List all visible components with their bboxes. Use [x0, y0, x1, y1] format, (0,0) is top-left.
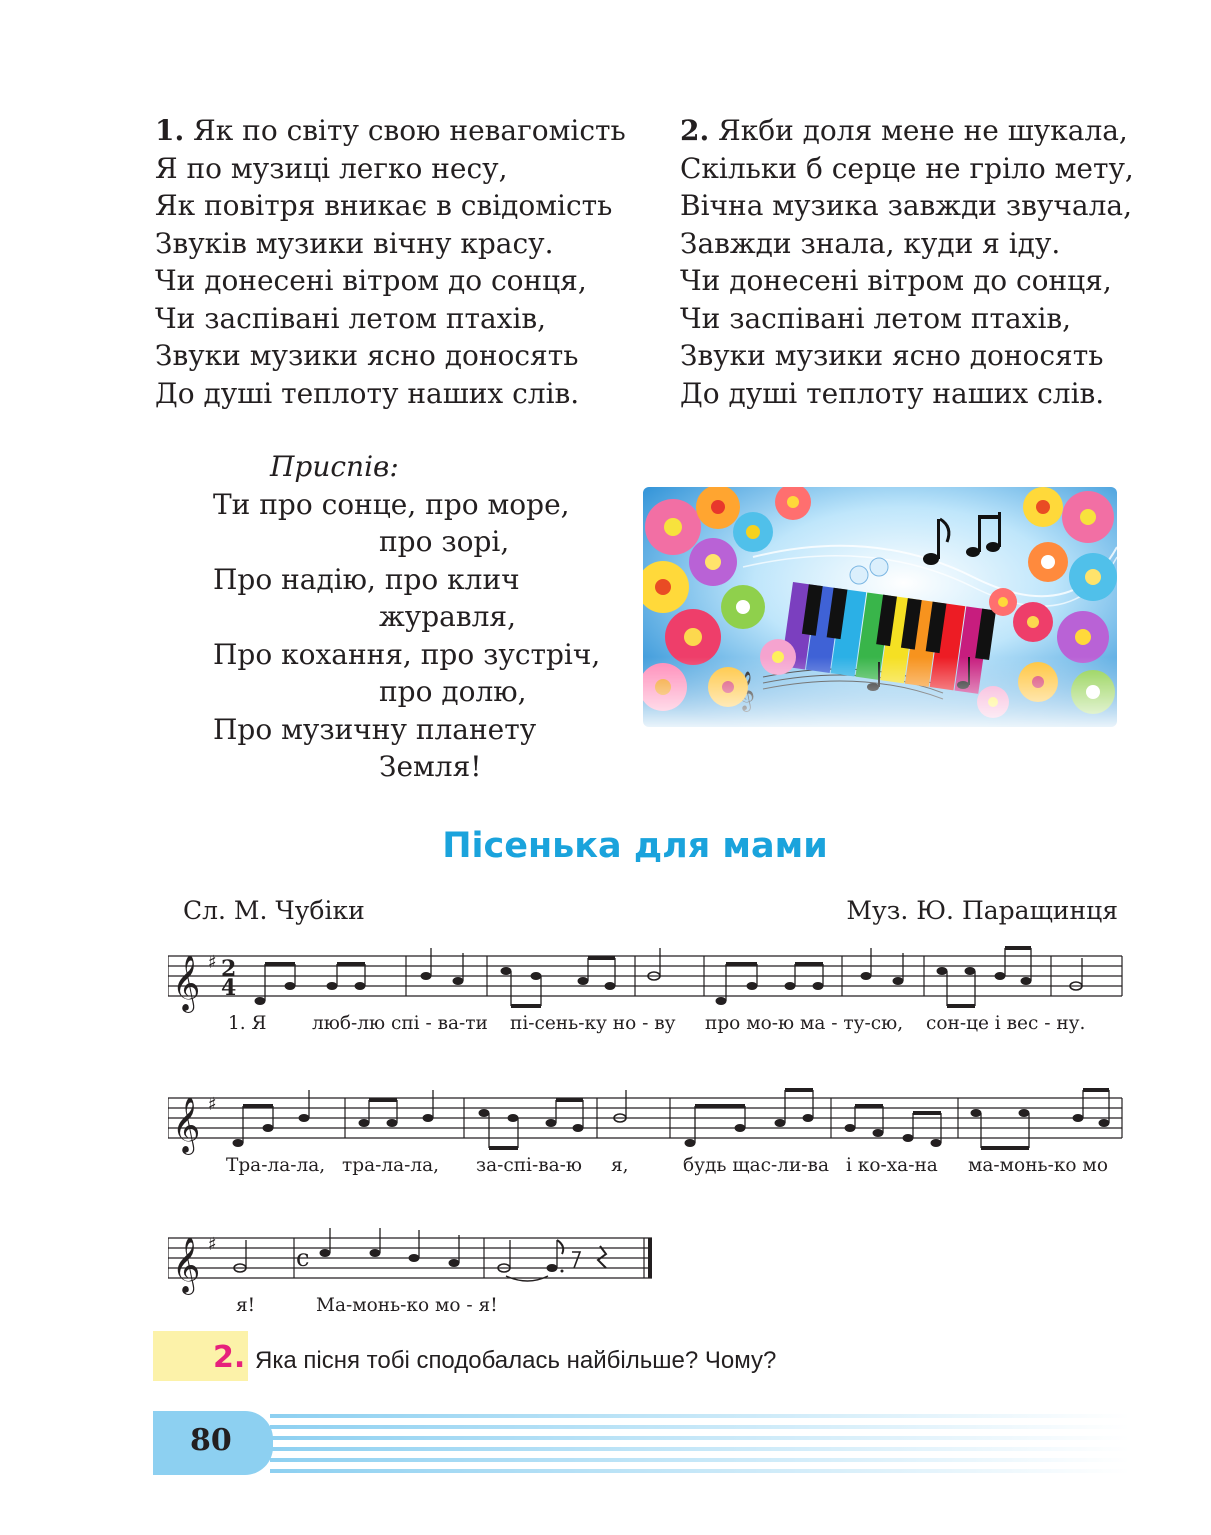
- song-lyrics-line-1: [0, 1013, 1211, 1037]
- lyric-syllables: я!: [236, 1295, 256, 1316]
- verse-line: Звуки музики ясно доносять: [680, 339, 1104, 372]
- lyric-syllables: про мо-ю ма - ту-сю,: [705, 1013, 904, 1034]
- chorus-line: Ти про сонце, про море,: [213, 487, 570, 521]
- verse-line: Звуків музики вічну красу.: [155, 226, 554, 260]
- verse-line: Чи заспівані летом птахів,: [155, 301, 547, 335]
- verse-line: Чи донесені вітром до сонця,: [155, 264, 587, 297]
- verse-line: Скільки б серце не гріло мету,: [680, 151, 1134, 185]
- svg-text:♯: ♯: [208, 1234, 217, 1255]
- svg-text:c: c: [296, 1244, 310, 1272]
- lyric-syllables: Тра-ла-ла,: [226, 1155, 326, 1176]
- chorus-line: журавля,: [379, 600, 516, 633]
- verse-line: Завжди знала, куди я іду.: [680, 226, 1061, 260]
- lyric-syllables: ма-монь-ко мо: [968, 1155, 1108, 1176]
- verse-line: Я по музиці легко несу,: [155, 151, 508, 185]
- music-flowers-illustration: [643, 487, 1117, 727]
- song-lyrics-line-2: [0, 1155, 1211, 1179]
- verse-line: 1. Як по світу свою невагомість: [155, 114, 626, 147]
- chorus-line: про зорі,: [379, 525, 510, 558]
- chorus-heading: Приспів:: [270, 450, 399, 483]
- verse-1: [155, 112, 626, 412]
- question-text: Яка пісня тобі сподобалась найбільше? Чому?: [255, 1347, 777, 1374]
- svg-text:♯: ♯: [208, 952, 217, 973]
- verse-2: [680, 112, 1134, 412]
- verse-line: Звуки музики ясно доносять: [155, 339, 579, 372]
- music-staff-3: [168, 1228, 668, 1298]
- lyric-syllables: за-спі-ва-ю: [476, 1155, 583, 1176]
- footer-stripes: [270, 1412, 1130, 1476]
- svg-text:𝄞: 𝄞: [172, 955, 201, 1011]
- verse-line: Вічна музика завжди звучала,: [680, 189, 1132, 222]
- verse-line: Чи донесені вітром до сонця,: [680, 264, 1112, 297]
- svg-text:𝄞: 𝄞: [172, 1097, 201, 1153]
- svg-text:♯: ♯: [208, 1094, 217, 1115]
- chorus: [213, 448, 600, 786]
- verse-number: 1.: [155, 114, 185, 147]
- verse-line: Як повітря вникає в свідомість: [155, 189, 613, 222]
- verse-line: 2. Якби доля мене не шукала,: [680, 114, 1128, 147]
- svg-text:4: 4: [221, 975, 237, 1001]
- lyric-syllables: будь щас-ли-ва: [683, 1155, 829, 1176]
- song-title: Пісенька для мами: [442, 826, 828, 866]
- chorus-line: про долю,: [379, 675, 527, 708]
- lyric-syllables: 1. Я: [228, 1013, 267, 1034]
- lyric-syllables: тра-ла-ла,: [342, 1155, 440, 1176]
- verse-line: До душі теплоту наших слів.: [155, 376, 580, 410]
- svg-text:𝄞: 𝄞: [172, 1237, 201, 1293]
- page-number: 80: [190, 1423, 232, 1458]
- lyric-syllables: я,: [611, 1155, 629, 1176]
- lyric-syllables: пі-сень-ку но - ву: [510, 1013, 676, 1034]
- music-staff-1: [168, 946, 1128, 1016]
- chorus-line: Земля!: [379, 750, 482, 783]
- question-number: 2.: [213, 1340, 246, 1375]
- verse-line: До душі теплоту наших слів.: [680, 376, 1105, 410]
- song-lyrics-line-3: [0, 1295, 1211, 1319]
- lyric-syllables: люб-лю спі - ва-ти: [312, 1013, 488, 1034]
- lyric-syllables: сон-це і вес - ну.: [926, 1013, 1086, 1034]
- lyrics-credit: Сл. М. Чубіки: [183, 896, 365, 925]
- verse-line: Чи заспівані летом птахів,: [680, 301, 1072, 335]
- chorus-line: Про надію, про клич: [213, 562, 520, 596]
- chorus-line: Про кохання, про зустріч,: [213, 637, 601, 671]
- lyric-syllables: Ма-монь-ко мо - я!: [316, 1295, 498, 1316]
- music-staff-2: [168, 1088, 1128, 1158]
- verse-number: 2.: [680, 114, 710, 147]
- music-credit: Муз. Ю. Паращинця: [846, 896, 1118, 925]
- svg-text:2: 2: [221, 956, 237, 982]
- lyric-syllables: і ко-ха-на: [846, 1155, 938, 1176]
- chorus-line: Про музичну планету: [213, 712, 537, 746]
